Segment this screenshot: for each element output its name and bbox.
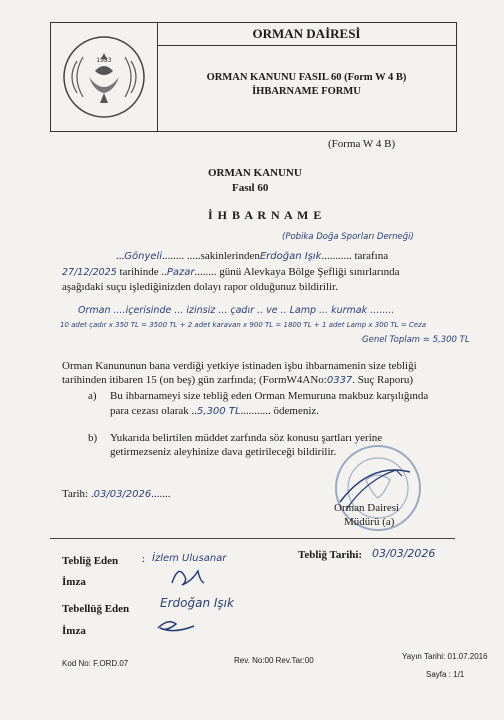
department-title: ORMAN DAİRESİ <box>157 23 456 46</box>
signatory-office: Orman Dairesi <box>334 502 400 514</box>
report-notice: aşağıdaki suçu işlediğinizden dolayı rapor olduğunuz bildirilir. <box>62 281 338 293</box>
delivery-date-label: Tebliğ Tarihi: <box>298 549 363 561</box>
report-number: 0337 <box>326 375 353 386</box>
emblem-year: 1983 <box>96 57 112 64</box>
item-b-line2: getirmezseniz aleyhinize dava getirileceği bildirilir. <box>110 446 337 458</box>
offense-date: 27/12/2025 <box>62 267 117 278</box>
recipient-signature-icon <box>152 614 202 638</box>
delivery-date: 03/03/2026 <box>372 547 436 560</box>
code-number: Kod No: F.ORD.07 <box>62 659 129 668</box>
offense-day: Pazar <box>166 267 195 278</box>
state-emblem-icon <box>55 31 153 123</box>
deliverer-colon: : <box>142 553 146 565</box>
authority-paragraph-prefix: tarihinden itibaren 15 (on beş) gün zarfında; (FormW4ANo: <box>62 374 327 386</box>
recipient-label: Tebellüğ Eden <box>62 603 130 615</box>
signatory-title: Müdürü (a) <box>344 516 395 528</box>
issue-date-line <box>62 488 171 500</box>
resident-line <box>116 250 388 262</box>
issue-date: 03/03/2026 <box>93 489 152 500</box>
document-title: İ H B A R N A M E <box>208 208 323 222</box>
law-chapter: Fasıl 60 <box>232 182 269 194</box>
signature2-label: İmza <box>62 625 86 637</box>
item-b-line1: Yukarıda belirtilen müddet zarfında söz konusu şartları yerine <box>110 432 383 444</box>
item-a-prefix: para cezası olarak .. <box>110 405 198 417</box>
issue-date-dots: ....... <box>151 488 171 500</box>
offense-date-suffix: ........ günü Alevkaya Bölge Şefliği sınırlarında <box>194 266 400 278</box>
section-divider <box>50 538 455 539</box>
deliverer-name: İzlem Ulusanar <box>152 553 227 564</box>
item-b-label: b) <box>88 432 98 444</box>
authority-paragraph-line1: Orman Kanununun bana verdiği yetkiye istinaden işbu ihbarnamenin size tebliği <box>62 360 417 372</box>
deliverer-signature-icon <box>168 563 208 589</box>
recipient-name: Erdoğan Işık <box>160 596 234 610</box>
emblem-cell <box>51 23 158 131</box>
offender-name: Erdoğan Işık <box>259 251 322 262</box>
item-a-suffix: ........... ödemeniz. <box>240 405 320 417</box>
fine-total: Genel Toplam = 5,300 TL <box>362 335 470 345</box>
issue-date-label: Tarih: . <box>62 488 94 500</box>
fine-calculation: 10 adet çadır x 350 TL = 3500 TL + 2 adet karavan x 900 TL = 1800 TL + 1 adet Lamp x 300 TL = Ceza <box>60 321 426 329</box>
offense-date-line <box>62 266 400 278</box>
resident-line-suffix: ........... tarafına <box>321 250 389 262</box>
page-number: Sayfa : 1/1 <box>426 670 465 679</box>
authority-paragraph-suffix: . Suç Raporu) <box>352 374 414 386</box>
form-subtitle <box>157 45 456 131</box>
form-subtitle-line2: İHBARNAME FORMU <box>252 86 361 97</box>
revision-info: Rev. No:00 Rev.Tar:00 <box>234 656 314 665</box>
organization-note: (Pobika Doğa Sporları Derneği) <box>282 232 414 242</box>
deliverer-label: Tebliğ Eden <box>62 555 119 567</box>
signature1-label: İmza <box>62 576 86 588</box>
law-title: ORMAN KANUNU <box>208 167 302 179</box>
form-code: (Forma W 4 B) <box>328 138 396 150</box>
authority-paragraph-line2 <box>62 374 413 386</box>
item-a-label: a) <box>88 390 97 402</box>
item-a-line2 <box>110 405 319 417</box>
fine-amount: 5,300 TL <box>197 406 241 417</box>
item-a-line1: Bu ihbarnameyi size tebliğ eden Orman Memuruna makbuz karşılığında <box>110 390 429 402</box>
document-header <box>50 22 457 132</box>
offense-date-mid: tarihinde .. <box>119 266 167 278</box>
form-subtitle-line1: ORMAN KANUNU FASIL 60 (Form W 4 B) <box>206 72 407 83</box>
offense-description: Orman ....içerisinde ... izinsiz ... çadır .. ve .. Lamp ... kurmak ........ <box>78 305 395 316</box>
resident-line-prefix: ... <box>116 250 125 262</box>
resident-line-mid: ........ .....sakinlerinden <box>162 250 260 262</box>
village-name: Gönyeli <box>124 251 163 262</box>
publish-date: Yayın Tarihi: 01.07.2016 <box>402 652 488 661</box>
